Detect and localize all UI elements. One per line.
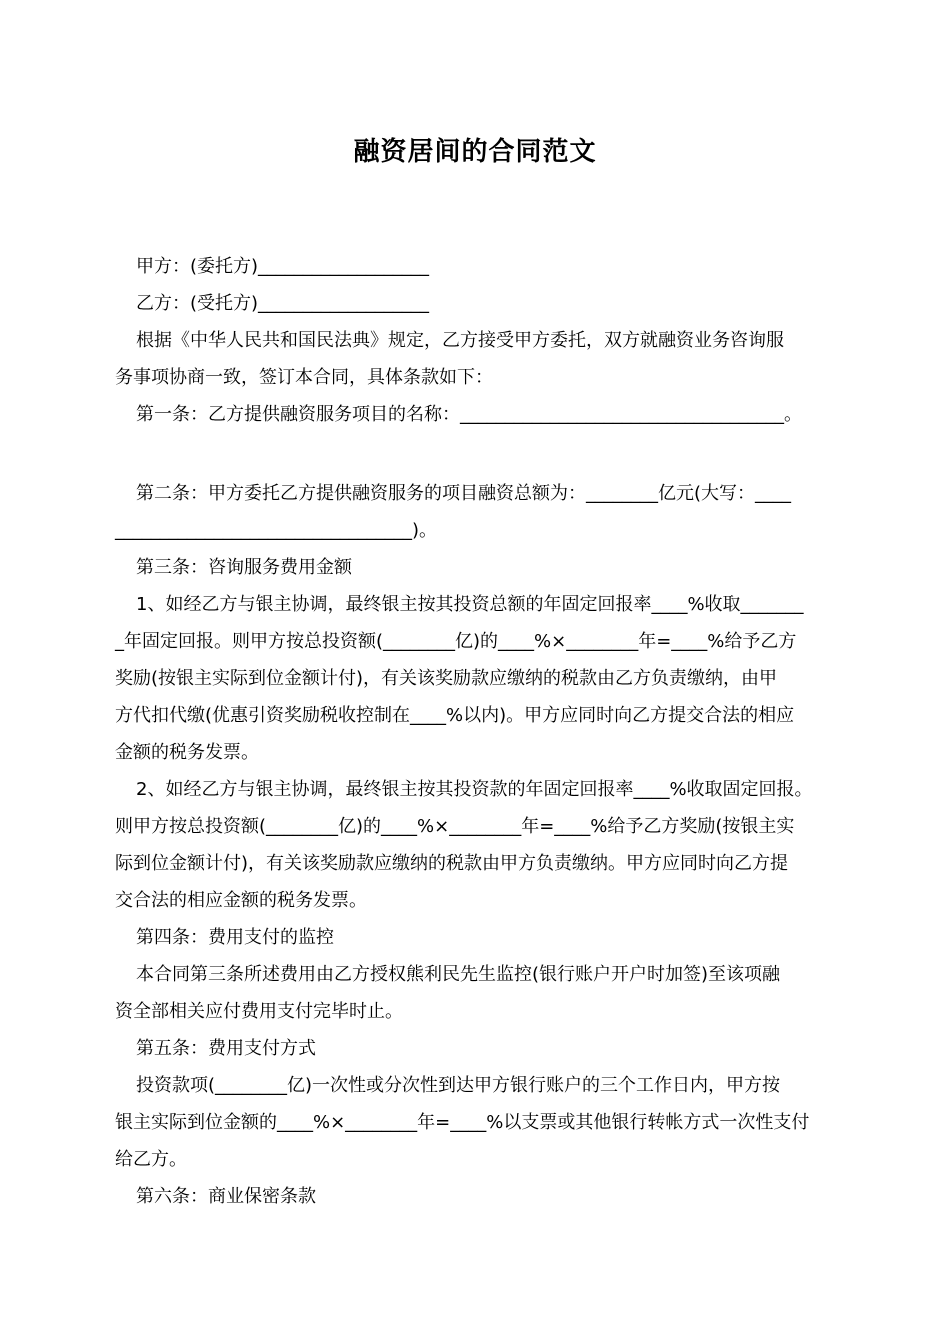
article-2-line: 第二条：甲方委托乙方提供融资服务的项目融资总额为：________亿元(大写：____ — [136, 483, 792, 504]
article-5-text-line: 给乙方。 — [115, 1149, 187, 1170]
article-3-heading: 第三条：咨询服务费用金额 — [136, 557, 352, 578]
article-4-text-line: 本合同第三条所述费用由乙方授权熊利民先生监控(银行账户开户时加签)至该项融 — [136, 964, 781, 985]
preamble-line: 务事项协商一致，签订本合同，具体条款如下： — [115, 367, 493, 388]
article-3-clause-1-line: _年固定回报。则甲方按总投资额(________亿)的____%×________年=____%给予乙方 — [115, 631, 797, 652]
article-5-text-line: 银主实际到位金额的____%×________年=____%以支票或其他银行转帐方式一次性支付 — [115, 1112, 810, 1133]
party-a-line: 甲方：(委托方)___________________ — [136, 256, 430, 277]
spacer — [115, 433, 843, 475]
article-4-text-line: 资全部相关应付费用支付完毕时止。 — [115, 1001, 403, 1022]
article-5-text-line: 投资款项(________亿)一次性或分次性到达甲方银行账户的三个工作日内，甲方按 — [136, 1075, 781, 1096]
article-3-clause-2-line: 则甲方按总投资额(________亿)的____%×________年=____%给予乙方奖励(按银主实 — [115, 816, 795, 837]
article-4-heading: 第四条：费用支付的监控 — [136, 927, 334, 948]
preamble-line: 根据《中华人民共和国民法典》规定，乙方接受甲方委托，双方就融资业务咨询服 — [136, 330, 784, 351]
article-2-line: _________________________________)。 — [115, 520, 438, 541]
article-3-clause-2-line: 交合法的相应金额的税务发票。 — [115, 890, 367, 911]
document-title: 融资居间的合同范文 — [353, 137, 597, 167]
article-1-line: 第一条：乙方提供融资服务项目的名称：____________________________________。 — [136, 404, 802, 425]
article-3-clause-2-line: 际到位金额计付)，有关该奖励款应缴纳的税款由甲方负责缴纳。甲方应同时向乙方提 — [115, 853, 789, 874]
article-5-heading: 第五条：费用支付方式 — [136, 1038, 316, 1059]
article-3-clause-1-line: 1、如经乙方与银主协调，最终银主按其投资总额的年固定回报率____%收取_______ — [136, 594, 804, 615]
document-body — [115, 248, 843, 1215]
article-6-heading: 第六条：商业保密条款 — [136, 1186, 316, 1207]
article-3-clause-2-line: 2、如经乙方与银主协调，最终银主按其投资款的年固定回报率____%收取固定回报。 — [136, 779, 813, 800]
article-3-clause-1-line: 金额的税务发票。 — [115, 742, 259, 763]
party-b-line: 乙方：(受托方)___________________ — [136, 293, 430, 314]
article-3-clause-1-line: 奖励(按银主实际到位金额计付)，有关该奖励款应缴纳的税款由乙方负责缴纳，由甲 — [115, 668, 778, 689]
article-3-clause-1-line: 方代扣代缴(优惠引资奖励税收控制在____%以内)。甲方应同时向乙方提交合法的相应 — [115, 705, 795, 726]
